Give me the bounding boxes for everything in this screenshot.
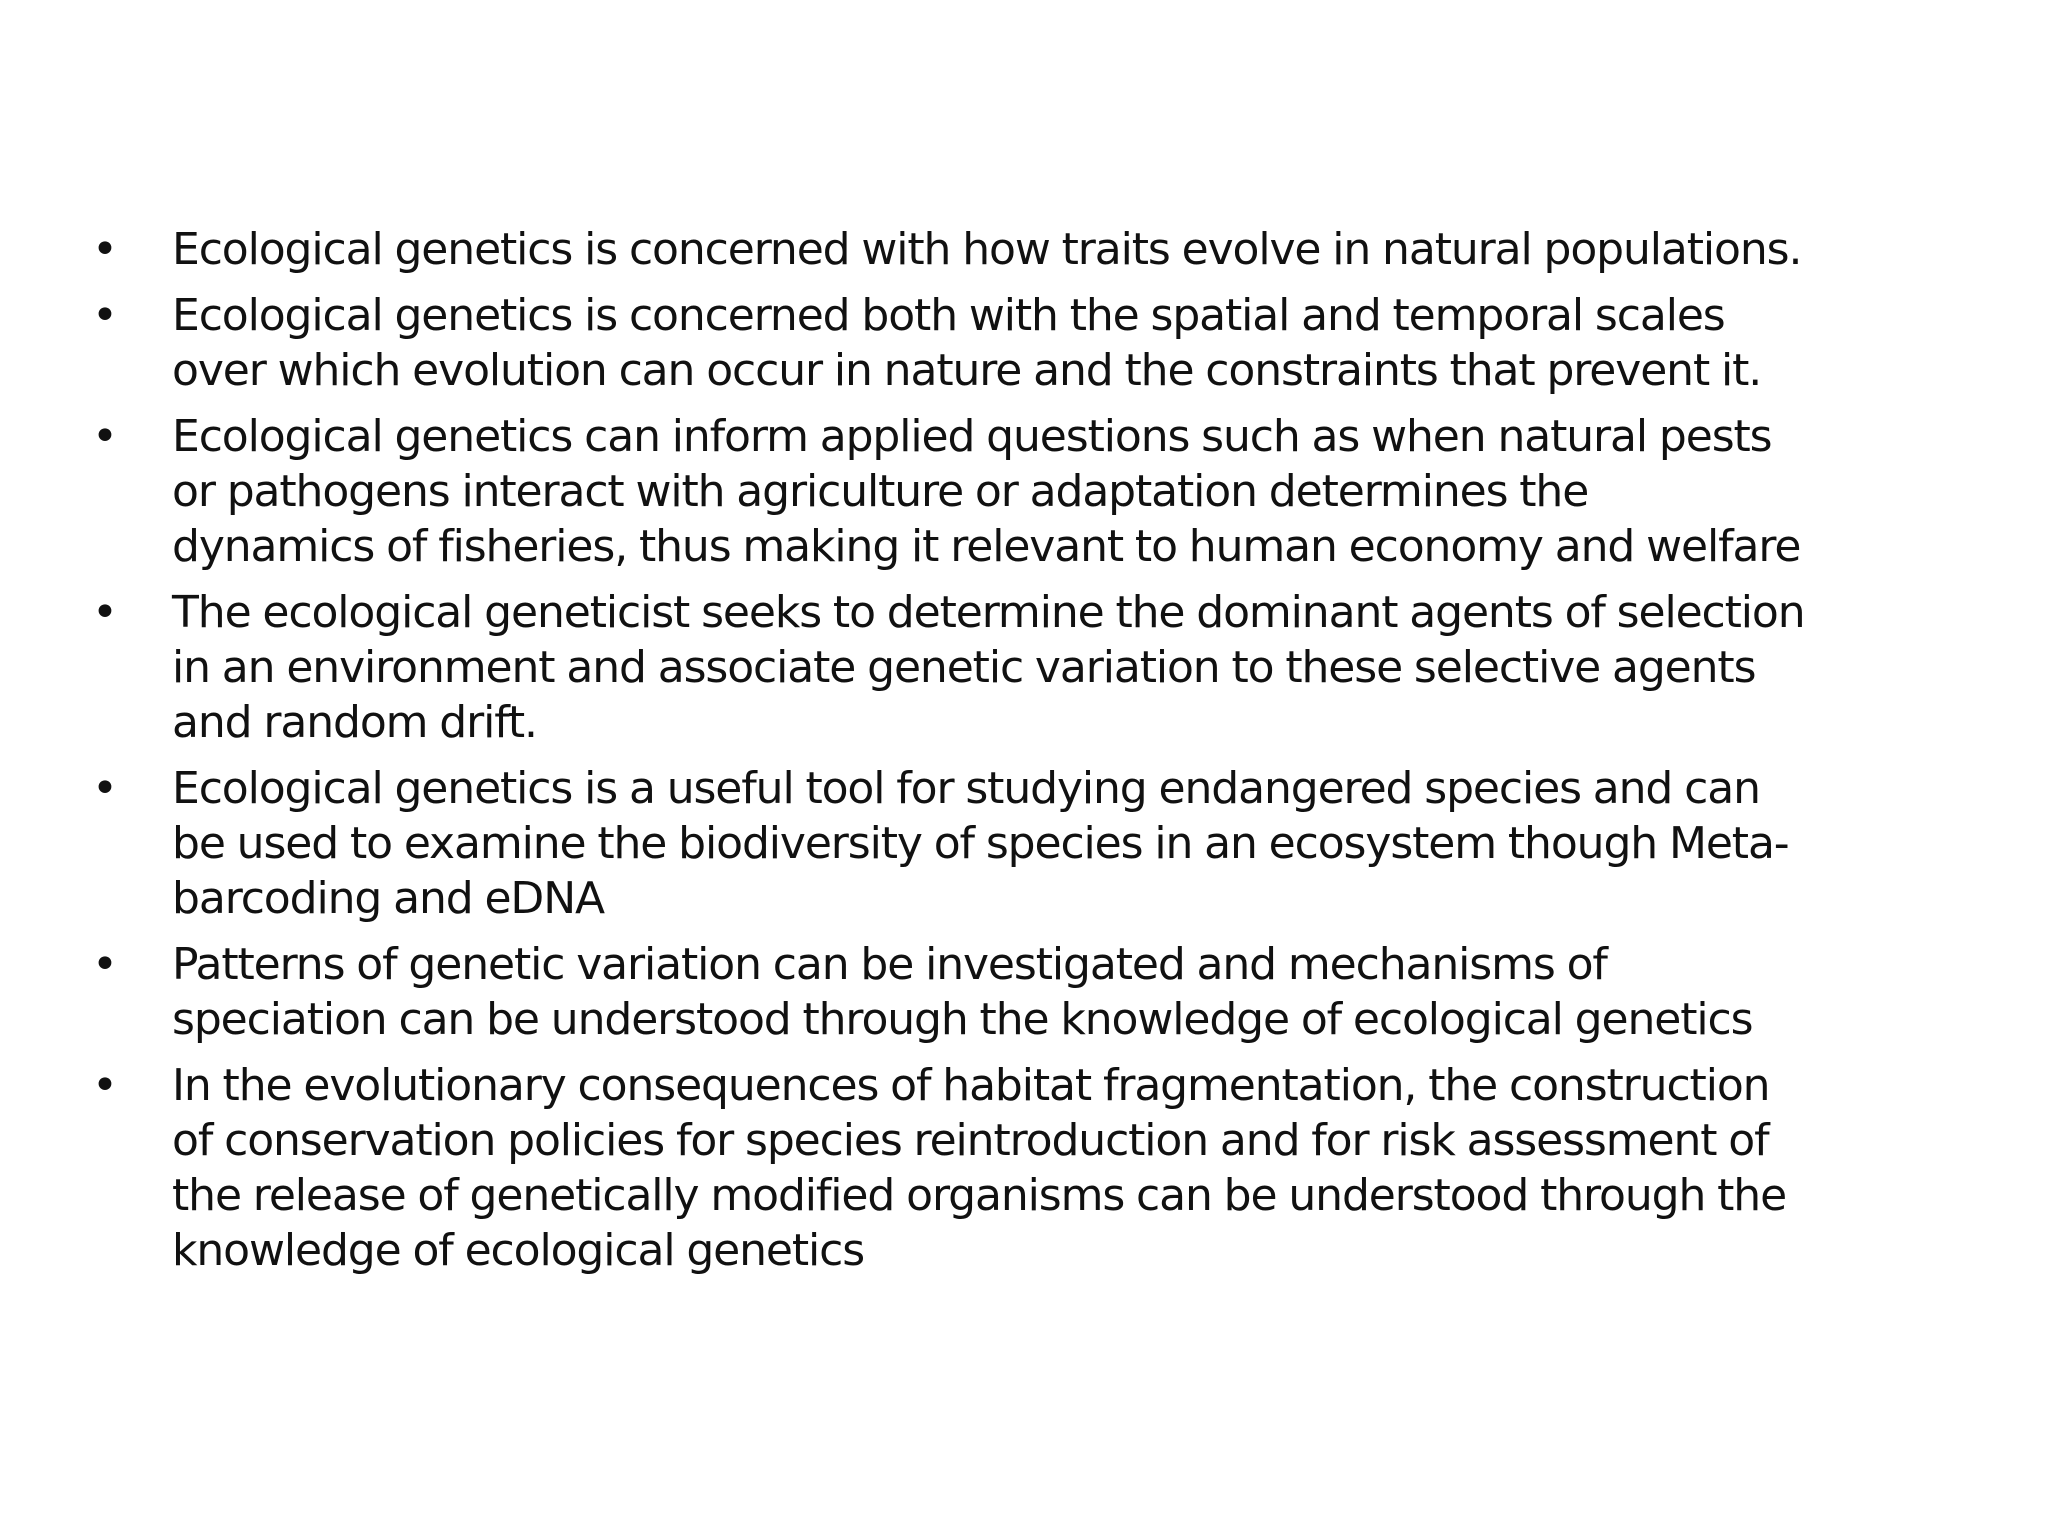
bullet-item-2 [92, 288, 2012, 398]
bullet-list [92, 222, 2012, 1289]
bullet-text-line: be used to examine the biodiversity of species in an ecosystem though Meta- [172, 818, 1789, 869]
bullet-text-line: in an environment and associate genetic variation to these selective agents [172, 642, 1756, 693]
bullet-item-4 [92, 585, 2012, 750]
bullet-item-3 [92, 409, 2012, 574]
bullet-marker-icon: • [92, 1060, 118, 1111]
bullet-item-5 [92, 761, 2012, 926]
bullet-item-6 [92, 937, 2012, 1047]
bullet-text-line: Patterns of genetic variation can be investigated and mechanisms of [172, 939, 1607, 990]
bullet-text-line: or pathogens interact with agriculture or adaptation determines the [172, 466, 1589, 517]
bullet-text-line: knowledge of ecological genetics [172, 1225, 865, 1276]
bullet-marker-icon: • [92, 763, 118, 814]
bullet-marker-icon: • [92, 411, 118, 462]
bullet-text-line: Ecological genetics is concerned with how traits evolve in natural populations. [172, 224, 1802, 275]
bullet-marker-icon: • [92, 224, 118, 275]
bullet-text-line: dynamics of fisheries, thus making it relevant to human economy and welfare [172, 521, 1801, 572]
bullet-text-line: the release of genetically modified organisms can be understood through the [172, 1170, 1787, 1221]
bullet-marker-icon: • [92, 587, 118, 638]
bullet-text-line: Ecological genetics can inform applied questions such as when natural pests [172, 411, 1772, 462]
bullet-marker-icon: • [92, 939, 118, 990]
bullet-item-7 [92, 1058, 2012, 1278]
bullet-text-line: of conservation policies for species reintroduction and for risk assessment of [172, 1115, 1769, 1166]
bullet-text-line: In the evolutionary consequences of habitat fragmentation, the construction [172, 1060, 1770, 1111]
bullet-text-line: Ecological genetics is concerned both with the spatial and temporal scales [172, 290, 1725, 341]
bullet-marker-icon: • [92, 290, 118, 341]
bullet-text-line: over which evolution can occur in nature and the constraints that prevent it. [172, 345, 1762, 396]
bullet-text-line: barcoding and eDNA [172, 873, 605, 924]
bullet-item-1 [92, 222, 2012, 277]
bullet-text-line: speciation can be understood through the knowledge of ecological genetics [172, 994, 1753, 1045]
bullet-text-line: Ecological genetics is a useful tool for studying endangered species and can [172, 763, 1760, 814]
bullet-text-line: and random drift. [172, 697, 537, 748]
bullet-text-line: The ecological geneticist seeks to determine the dominant agents of selection [172, 587, 1805, 638]
